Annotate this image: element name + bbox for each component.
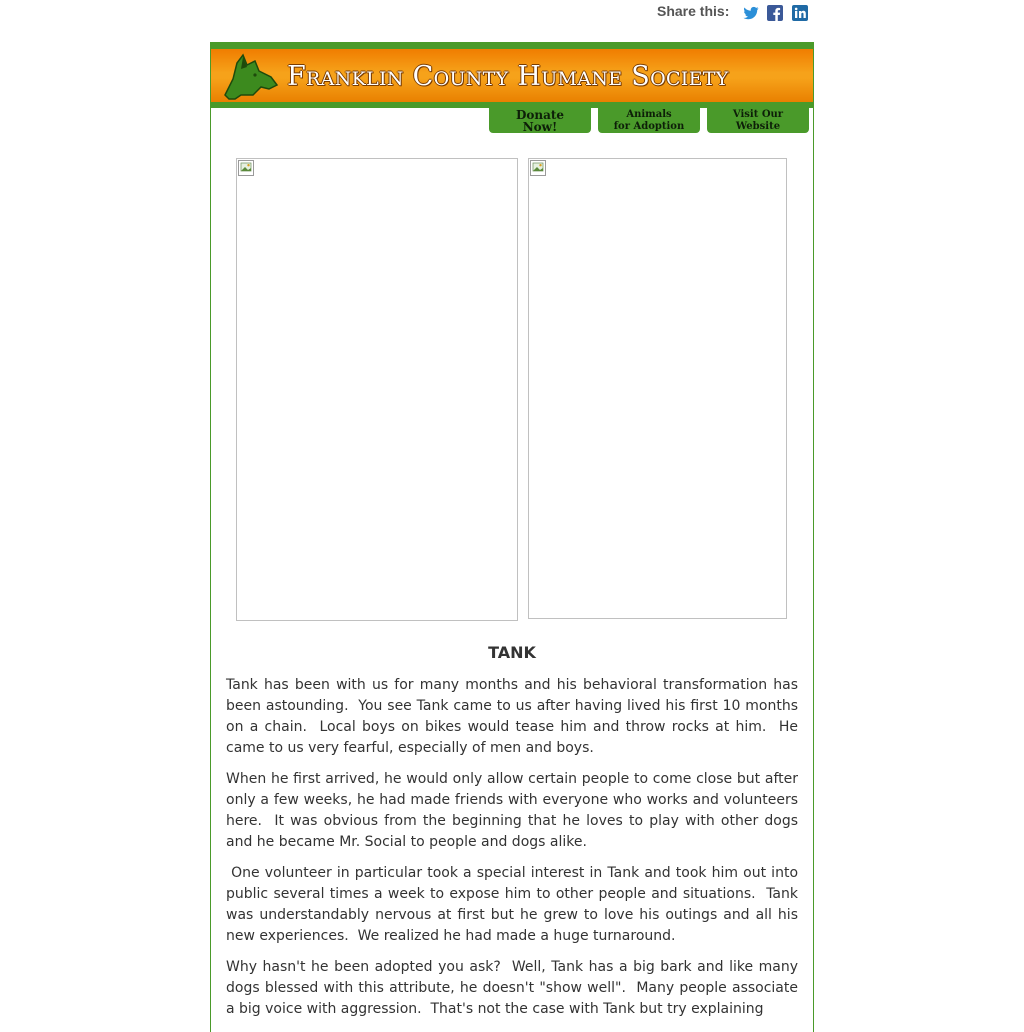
dog-logo-icon (221, 51, 281, 103)
broken-image-icon (530, 160, 546, 176)
visit-website-button[interactable] (707, 108, 809, 133)
adopt-line1: Animals (626, 108, 672, 120)
story-paragraph: Why hasn't he been adopted you ask? Well, Tank has a big bark and like many dogs blessed with this attribute, he doesn't "show well". Many people associate a big voice with aggression. That's not the case with Tank but try explaining (226, 959, 803, 1017)
facebook-icon[interactable] (767, 5, 783, 21)
linkedin-icon[interactable] (792, 5, 808, 21)
animals-for-adoption-button[interactable] (598, 108, 700, 133)
share-label: Share this: (657, 3, 730, 19)
share-bar (0, 0, 1024, 30)
organization-title: Franklin County Humane Society (287, 61, 729, 92)
donate-line1: Donate (515, 107, 565, 122)
visit-line1: Visit Our (732, 108, 784, 120)
header-banner (211, 42, 813, 108)
dog-photo-right (528, 158, 787, 619)
visit-line2: Website (735, 120, 781, 132)
adopt-line2: for Adoption (613, 120, 685, 132)
dog-photo-left (236, 158, 518, 621)
story-paragraph: When he first arrived, he would only allow certain people to come close but after only a few weeks, he had made friends with everyone who works and volunteers here. It was obvious from the beginning that he loves to play with other dogs and he became Mr. Social to people and dogs alike. (226, 771, 803, 850)
story-body (226, 675, 807, 1030)
story-paragraph: Tank has been with us for many months and his behavioral transformation has been astounding. You see Tank came to us after having lived his first 10 months on a chain. Local boys on bikes would tease him and throw rocks at him. He came to us very fearful, especially of men and boys. (226, 677, 803, 756)
donate-line2: Now! (522, 119, 558, 134)
twitter-icon[interactable] (743, 5, 759, 21)
story-paragraph: One volunteer in particular took a special interest in Tank and took him out into public several times a week to expose him to other people and situations. Tank was understandably nervous at first but he grew to love his outings and all his new experiences. We realized he had made a huge turnaround. (226, 865, 807, 944)
broken-image-icon (238, 160, 254, 176)
newsletter-frame (210, 42, 814, 1032)
dog-name-heading: TANK (488, 643, 536, 662)
donate-now-button[interactable] (489, 108, 591, 133)
